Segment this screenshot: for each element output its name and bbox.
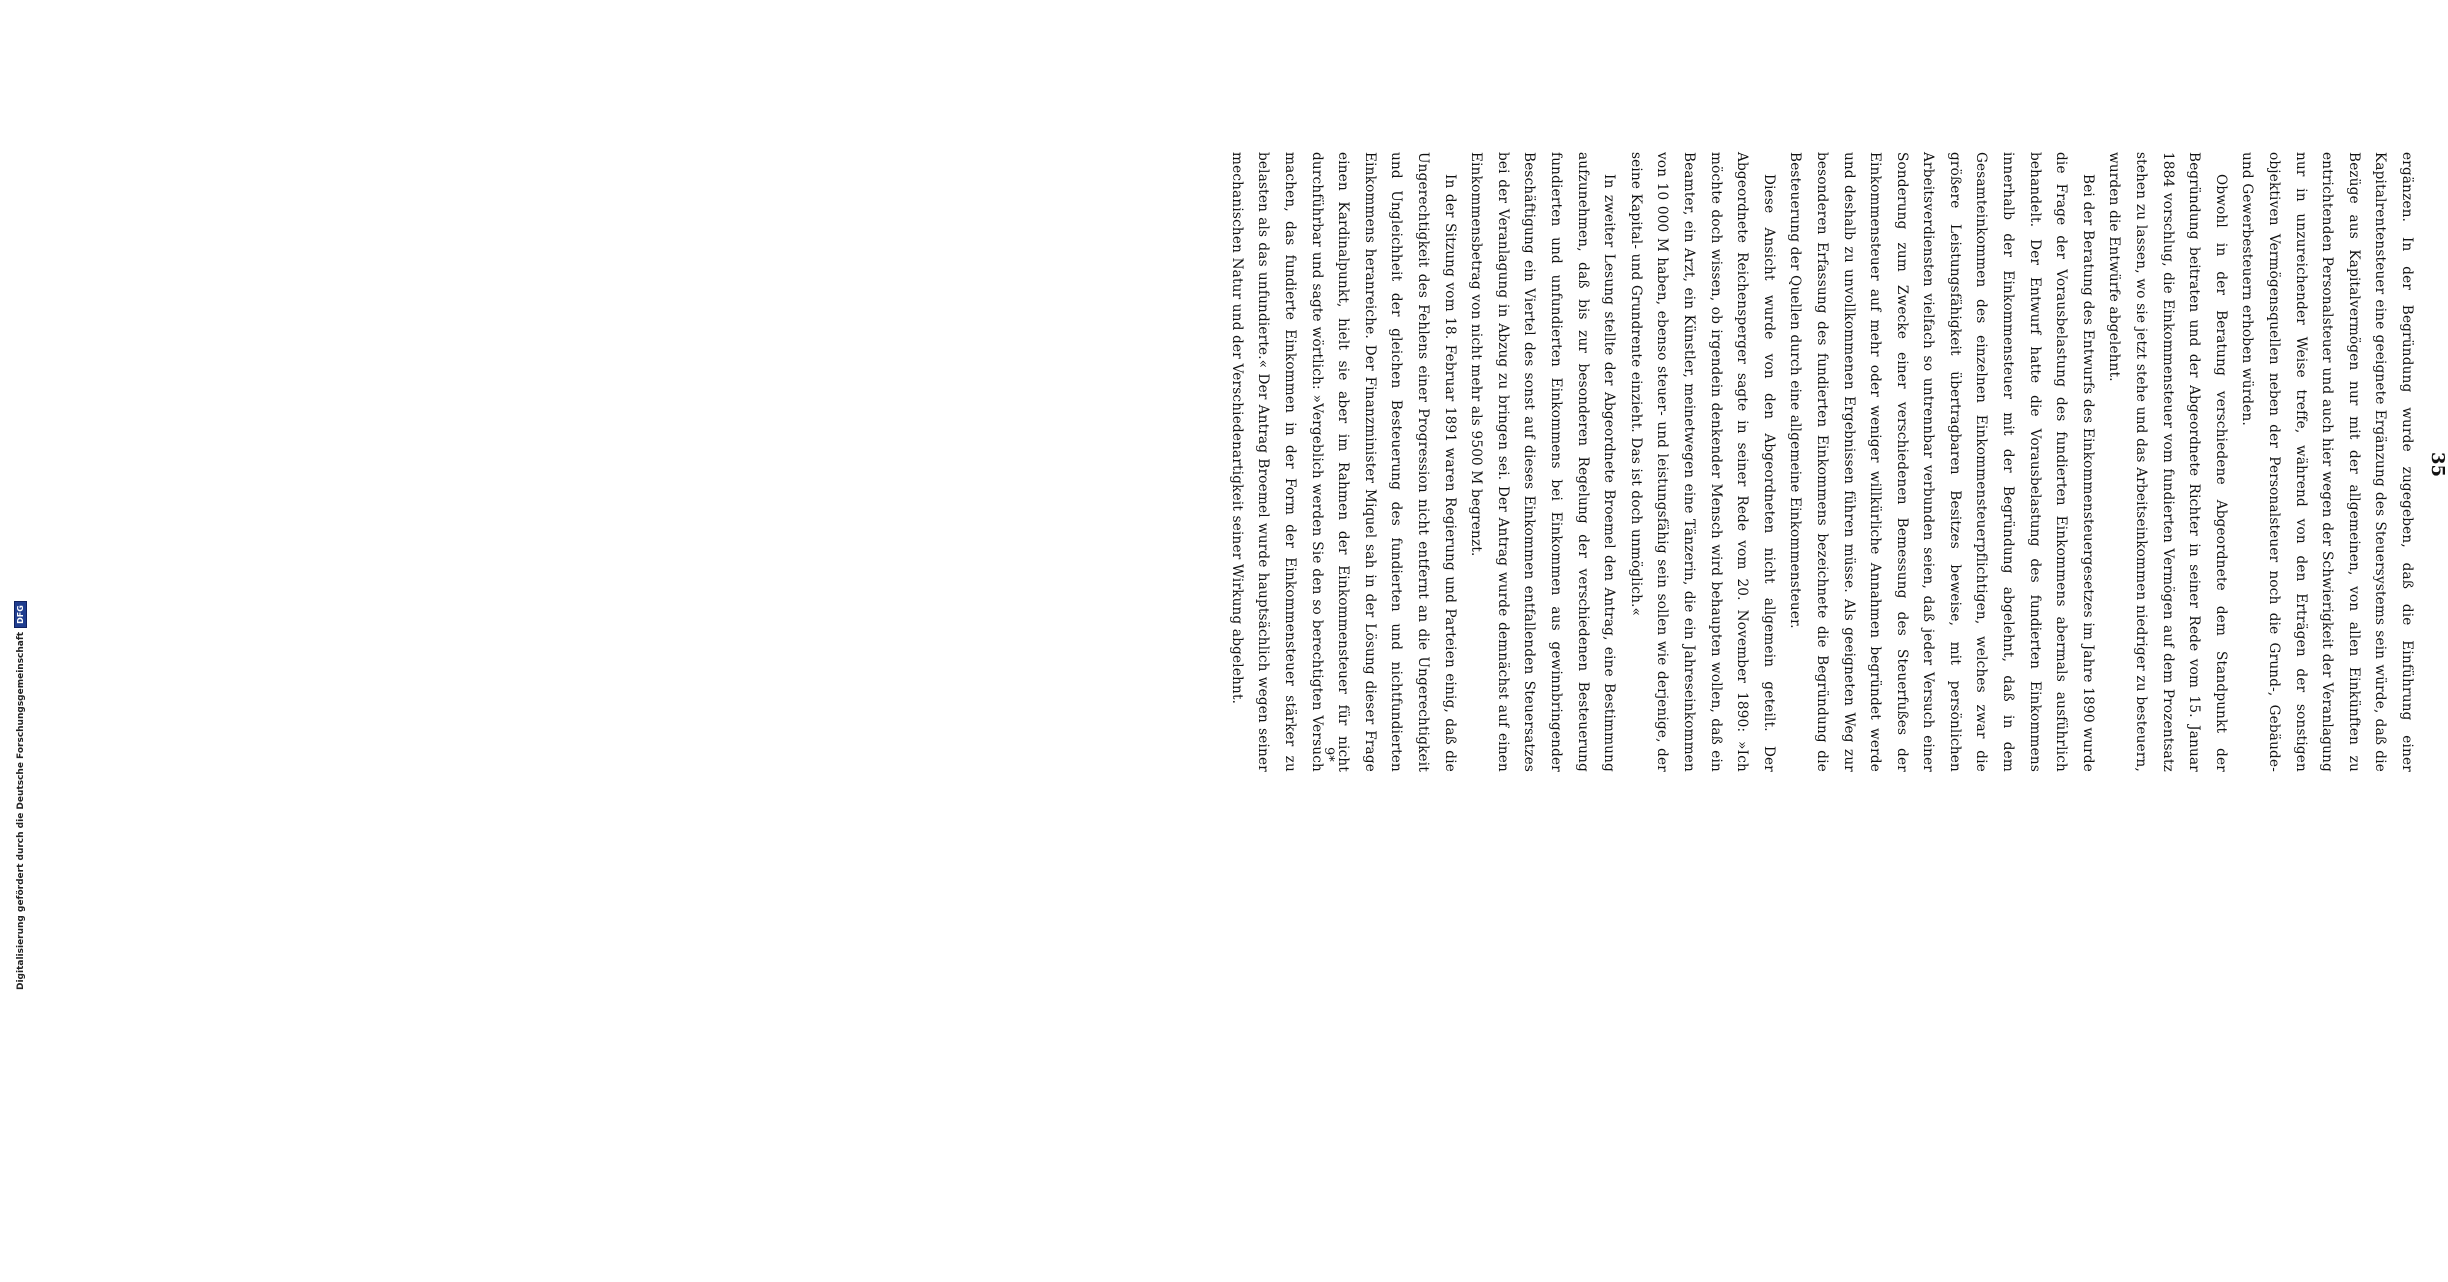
page-content [170, 152, 2448, 772]
paragraph: ergänzen. In der Begründung wurde zugegeben, daß die Einführung einer Kapitalrentensteuer eine geeignete Ergänzung des Steuersystems sein würde, daß die Bezüge aus Kapitalvermögen nur mit der allgemeinen, von allen Einkünften zu entrichtenden Personalsteuer und auch hier wegen der Schwierigkeit der Veranlagung nur in unzureichender Weise treffe, während von den Erträgen der sonstigen objektiven Vermögensquellen neben der Personalsteuer noch die Grund-, Gebäude- und Gewerbesteuern erhoben würden. [2239, 152, 2415, 772]
dfg-logo-icon: DFG [14, 601, 27, 628]
rotated-page [160, 152, 2448, 1282]
page-number: 35 [2427, 452, 2448, 478]
funding-note-row [14, 601, 27, 990]
paragraph: In zweiter Lesung stellte der Abgeordnete Broemel den Antrag, eine Bestimmung aufzunehmen, daß bis zur besonderen Regelung der verschiedenen Besteuerung fundierten und unfundierten Einkommens bei Einkommen aus gewinnbringender Beschäftigung ein Viertel des sonst auf dieses Einkommen entfallenden Steuersatzes bei der Veranlagung in Abzug zu bringen sei. Der Antrag wurde demnächst auf einen Einkommensbetrag von nicht mehr als 9500 M begrenzt. [1468, 152, 1618, 772]
funding-note: Digitalisierung gefördert durch die Deutsche Forschungsgemeinschaft [15, 631, 26, 990]
funding-strip [0, 600, 26, 1000]
page-sheet [1228, 152, 2448, 1282]
paragraph: In der Sitzung vom 18. Februar 1891 waren Regierung und Parteien einig, daß die Ungerechtigkeit des Fehlens einer Progression nicht entfernt an die Ungerechtigkeit und Ungleichheit der gleichen Besteuerung des fundierten und nichtfundierten Einkommens heranreiche. Der Finanzminister Miquel sah in der Lösung dieser Frage einen Kardinalpunkt, hielt sie aber im Rahmen der Einkommensteuer für nicht durchführbar und sagte wörtlich: »Vergeblich werden Sie den so berechtigten Versuch machen, das fundierte Einkommen in der Form der Einkommensteuer stärker zu belasten als das unfundierte.« Der Antrag Broemel wurde hauptsächlich wegen seiner mechanischen Natur und der Verschiedenartigkeit seiner Wirkung abgelehnt. [1228, 152, 1458, 772]
body-text [1223, 152, 2420, 772]
paragraph: Bei der Beratung des Entwurfs des Einkommensteuergesetzes im Jahre 1890 wurde die Frage der Vorausbelastung des fundierten Einkommens abermals ausführlich behandelt. Der Entwurf hatte die Vorausbelastung des fundierten Einkommens innerhalb der Einkommensteuer mit der Begründung abgelehnt, daß in dem Gesamteinkommen des einzelnen Einkommensteuerpflichtigen, welches zwar die größere Leistungsfähigkeit übertragbaren Besitzes beweise, mit persönlichen Arbeitsverdiensten vielfach so untrennbar verbunden seien, daß jeder Versuch einer Sonderung zum Zwecke einer verschiedenen Bemessung des Steuerfußes der Einkommensteuer auf mehr oder weniger willkürliche Annahmen begründet werde und deshalb zu unvollkommenen Ergebnissen führen müsse. Als geeigneten Weg zur besonderen Erfassung des fundierten Einkommens bezeichnete die Begründung die Besteuerung der Quellen durch eine allgemeine Einkommensteuer. [1787, 152, 2096, 772]
paragraph: Diese Ansicht wurde von den Abgeordneten nicht allgemein geteilt. Der Abgeordnete Reichensperger sagte in seiner Rede vom 20. November 1890: »Ich möchte doch wissen, ob irgendein denkender Mensch wird behaupten wollen, daß ein Beamter, ein Arzt, ein Künstler, meinetwegen eine Tänzerin, die ein Jahreseinkommen von 10 000 M haben, ebenso steuer- und leistungsfähig sein sollen wie derjenige, der seine Kapital- und Grundrente einzieht. Das ist doch unmöglich.« [1627, 152, 1777, 772]
paragraph: Obwohl in der Beratung verschiedene Abgeordnete dem Standpunkt der Begründung beitraten und der Abgeordnete Richter in seiner Rede vom 15. Januar 1884 vorschlug, die Einkommensteuer vom fundierten Vermögen auf dem Prozentsatz stehen zu lassen, wo sie jetzt stehe und das Arbeitseinkommen niedriger zu besteuern, wurden die Entwürfe abgelehnt. [2106, 152, 2229, 772]
sheet-signature: 9* [1321, 747, 1336, 762]
